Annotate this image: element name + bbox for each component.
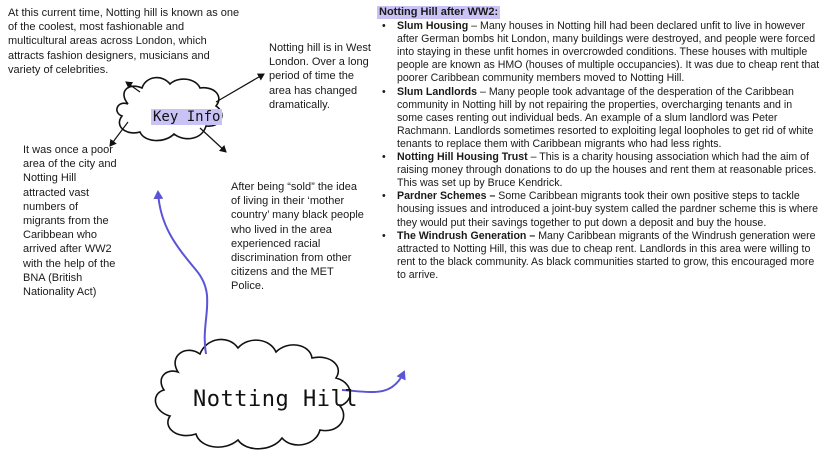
list-item-pardner-schemes <box>397 190 820 229</box>
list-item-slum-housing <box>397 20 820 85</box>
item-sep: – <box>468 20 480 33</box>
item-title: Notting Hill Housing Trust <box>397 151 528 164</box>
item-sep: – <box>477 85 489 98</box>
list-item-windrush <box>397 230 820 282</box>
right-panel <box>377 6 820 282</box>
list-item-slum-landlords <box>397 86 820 151</box>
note-top-mid: Notting hill is in West London. Over a long period of time the area has changed dramatically. <box>269 42 371 111</box>
item-text: Some Caribbean migrants took their own positive steps to tackle housing issues and introduced a joint-buy system called the pardner scheme this is where they would put their savings together to put down a deposit and buy the house. <box>397 190 819 229</box>
item-text: Many Caribbean migrants of the Windrush generation were attracted to Notting Hill, this was due to cheap rent. Landlords in this area were willing to rent to the black community. As black communities started to grow, this encouraged more to arrive. <box>397 229 816 281</box>
item-title: The Windrush Generation – <box>397 229 536 242</box>
item-title: Pardner Schemes – <box>397 190 496 203</box>
item-text: Many people took advantage of the desperation of the Caribbean community in Notting hill by not repairing the properties, overcharging tenants and in some cases renting out individual beds. An example of a slum landlord was Peter Rachmann. Landlords sometimes resorted to exploiting legal loopholes to get rid of white tenants to replace them with Caribbean migrants who had less rights. <box>397 85 814 150</box>
list-item-housing-trust <box>397 151 820 190</box>
note-mid: After being “sold” the idea of living in their ‘mother country’ many black people who lived in the area experienced racial discrimination from other citizens and the MET Police. <box>231 181 364 293</box>
blue-arrow-up <box>158 192 207 354</box>
arrow-to-top-mid <box>216 74 264 102</box>
notting-hill-label: Notting Hill <box>193 387 358 412</box>
note-top-left: At this current time, Notting hill is known as one of the coolest, most fashionable and multicultural areas across London, which attracts fashion designers, musicians and variety of celebrities. <box>8 7 240 76</box>
item-text: Many houses in Notting hill had been declared unfit to live in however after German bombs hit London, many buildings were destroyed, and people were forced into staying in these unfit homes in overcrowded conditions. These houses with multiple people are known as HMO (houses of multiple occupancies). It was due to cheap rent that poorer Caribbean community members moved to Notting Hill. <box>397 20 820 85</box>
arrow-to-mid <box>200 128 226 152</box>
item-text: This is a charity housing association which had the aim of raising money through donations to do up the houses and rent them at reasonable prices. This was set up by Bruce Kendrick. <box>397 151 817 190</box>
right-panel-heading: Notting Hill after WW2: <box>379 6 499 18</box>
key-info-label: Key Info <box>153 109 221 125</box>
item-title: Slum Housing <box>397 20 469 33</box>
note-left: It was once a poor area of the city and Notting Hill attracted vast numbers of migrants from the Caribbean who arrived after WW2 with the help of the BNA (British Nationality Act) <box>23 144 117 299</box>
item-title: Slum Landlords <box>397 85 478 98</box>
item-sep: – <box>527 151 540 164</box>
right-panel-list <box>377 20 820 282</box>
